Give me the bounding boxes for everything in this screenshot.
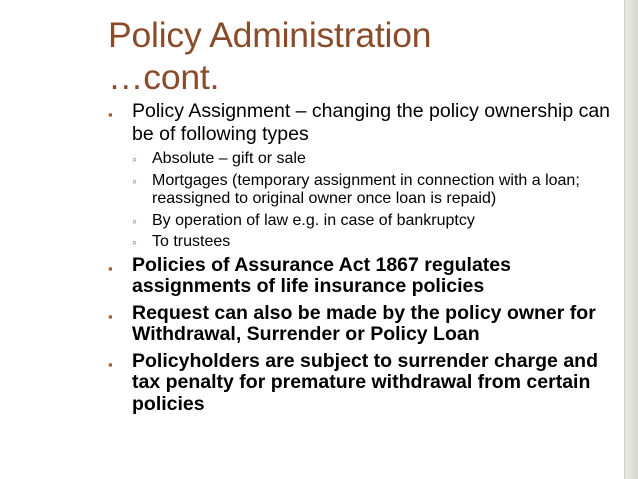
sub-bullet-text: Mortgages (temporary assignment in connection with a loan; reassigned to original owner once loan is repaid) xyxy=(152,171,580,207)
bullet-surrender-charge xyxy=(108,351,613,416)
ring-bullet-icon: ◦ xyxy=(132,172,137,189)
sub-bullet-text: To trustees xyxy=(152,233,231,250)
bullet-text: Policyholders are subject to surrender charge and tax penalty for premature withdrawal from certain policies xyxy=(132,349,598,415)
square-bullet-icon: ▪ xyxy=(108,356,113,372)
bullet-text: Policies of Assurance Act 1867 regulates assignments of life insurance policies xyxy=(132,253,511,297)
bullet-text: Request can also be made by the policy owner for Withdrawal, Surrender or Policy Loan xyxy=(132,301,596,345)
bullet-text: Policy Assignment – changing the policy ownership can be of following types xyxy=(132,100,611,145)
bullet-request xyxy=(108,303,613,346)
right-border-bar xyxy=(624,0,638,479)
sub-bullet-text: Absolute – gift or sale xyxy=(152,150,306,167)
square-bullet-icon: ▪ xyxy=(108,260,113,276)
slide-content xyxy=(108,100,613,415)
square-bullet-icon: ▪ xyxy=(108,308,113,324)
assignment-types-list xyxy=(132,150,613,252)
bullet-policy-assignment xyxy=(108,100,613,146)
ring-bullet-icon: ◦ xyxy=(132,151,137,167)
sub-bullet-operation-of-law xyxy=(132,212,613,231)
ring-bullet-icon: ◦ xyxy=(132,234,137,250)
sub-bullet-mortgages xyxy=(132,172,613,209)
bullet-assurance-act xyxy=(108,255,613,298)
square-bullet-icon: ▪ xyxy=(108,107,113,122)
slide-title-line-2: …cont. xyxy=(108,57,220,97)
sub-bullet-text: By operation of law e.g. in case of bankruptcy xyxy=(152,211,475,229)
sub-bullet-trustees xyxy=(132,233,613,252)
slide-title-line-1: Policy Administration xyxy=(108,15,432,55)
slide-title xyxy=(108,14,608,98)
sub-bullet-absolute xyxy=(132,150,613,169)
ring-bullet-icon: ◦ xyxy=(132,212,137,229)
